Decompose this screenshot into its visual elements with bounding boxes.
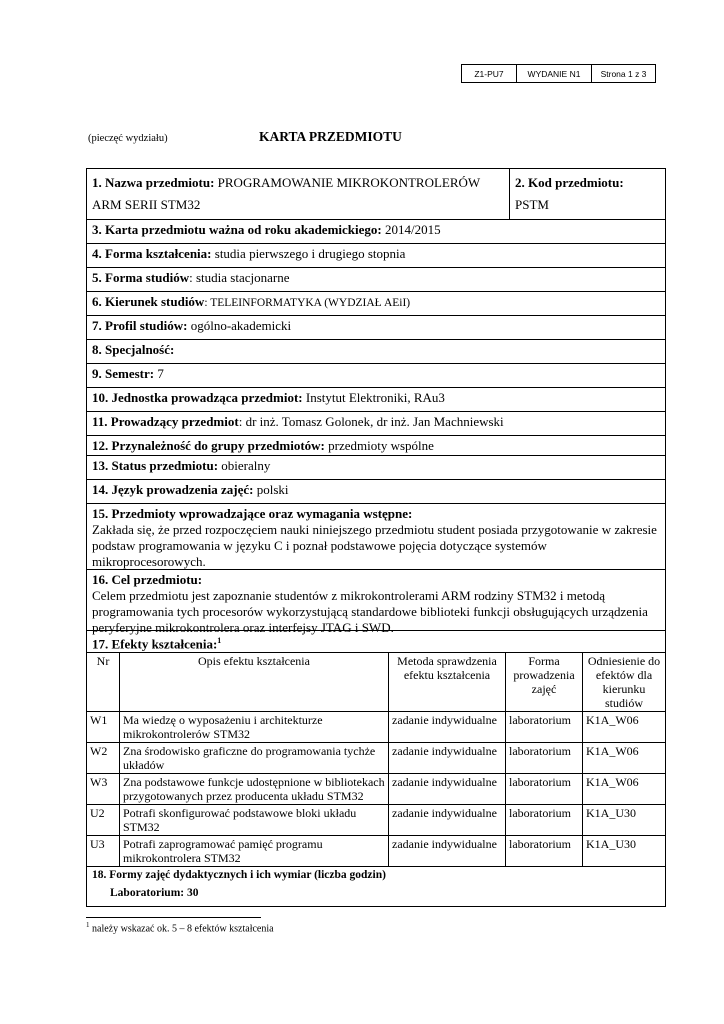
course-code-cell bbox=[510, 169, 665, 219]
outcome-form: laboratorium bbox=[506, 836, 583, 867]
outcome-method: zadanie indywidualne bbox=[389, 743, 506, 774]
field-12 bbox=[87, 435, 665, 455]
group-value: przedmioty wspólne bbox=[324, 438, 434, 453]
outcome-nr: W2 bbox=[87, 743, 120, 774]
footnote-marker: 1 bbox=[217, 636, 222, 645]
table-row bbox=[87, 743, 665, 774]
outcome-reference: K1A_W06 bbox=[583, 712, 666, 743]
education-form-label: 4. Forma kształcenia: bbox=[92, 246, 212, 261]
semester-label: 9. Semestr: bbox=[92, 366, 155, 381]
language-label: 14. Język prowadzenia zajęć: bbox=[92, 482, 254, 497]
table-row bbox=[87, 774, 665, 805]
field-10 bbox=[87, 387, 665, 411]
group-label: 12. Przynależność do grupy przedmiotów: bbox=[92, 438, 325, 453]
study-form-label: 5. Forma studiów bbox=[92, 270, 190, 285]
document-header-table bbox=[461, 64, 656, 83]
profile-label: 7. Profil studiów: bbox=[92, 318, 188, 333]
table-row bbox=[87, 805, 665, 836]
field-1-2 bbox=[87, 169, 665, 219]
field-18 bbox=[87, 866, 665, 906]
education-form-value: studia pierwszego i drugiego stopnia bbox=[211, 246, 406, 261]
prerequisites-label: 15. Przedmioty wprowadzające oraz wymagania wstępne: bbox=[92, 506, 413, 521]
instructor-value: : dr inż. Tomasz Golonek, dr inż. Jan Machniewski bbox=[238, 414, 504, 429]
outcome-form: laboratorium bbox=[506, 712, 583, 743]
unit-value: Instytut Elektroniki, RAu3 bbox=[302, 390, 445, 405]
outcome-form: laboratorium bbox=[506, 774, 583, 805]
table-row bbox=[87, 712, 665, 743]
learning-outcomes-table bbox=[87, 652, 665, 866]
outcome-form: laboratorium bbox=[506, 805, 583, 836]
course-card bbox=[86, 168, 666, 907]
field-14 bbox=[87, 479, 665, 503]
course-goal-label: 16. Cel przedmiotu: bbox=[92, 572, 203, 587]
course-code-label: 2. Kod przedmiotu: bbox=[515, 175, 624, 190]
footnote-number: 1 bbox=[86, 921, 90, 929]
field-6 bbox=[87, 291, 665, 315]
field-16 bbox=[87, 569, 665, 635]
col-header-method: Metoda sprawdzenia efektu kształcenia bbox=[389, 653, 506, 712]
field-of-study-value: : TELEINFORMATYKA (WYDZIAŁ AEiI) bbox=[204, 297, 411, 309]
table-header-row bbox=[87, 653, 665, 712]
status-label: 13. Status przedmiotu: bbox=[92, 458, 219, 473]
outcome-form: laboratorium bbox=[506, 743, 583, 774]
faculty-stamp: (pieczęć wydziału) bbox=[88, 133, 168, 144]
outcome-method: zadanie indywidualne bbox=[389, 805, 506, 836]
outcome-nr: W1 bbox=[87, 712, 120, 743]
prerequisites-value: Zakłada się, że przed rozpoczęciem nauki niniejszego przedmiotu student posiada przygotowanie w zakresie podstaw programowania w języku C i poznał podstawowe pojęcia dotyczące systemów mikroprocesorowych. bbox=[92, 522, 657, 569]
field-9 bbox=[87, 363, 665, 387]
footnote bbox=[86, 921, 274, 934]
outcome-nr: U3 bbox=[87, 836, 120, 867]
course-code-value: PSTM bbox=[515, 197, 549, 212]
field-4 bbox=[87, 243, 665, 267]
col-header-description: Opis efektu kształcenia bbox=[120, 653, 389, 712]
semester-value: 7 bbox=[154, 366, 164, 381]
status-value: obieralny bbox=[218, 458, 271, 473]
outcome-description: Ma wiedzę o wyposażeniu i architekturze mikrokontrolerów STM32 bbox=[120, 712, 389, 743]
course-name-value-2: ARM SERII STM32 bbox=[92, 197, 201, 212]
profile-value: ogólno-akademicki bbox=[187, 318, 292, 333]
outcome-description: Zna podstawowe funkcje udostępnione w bibliotekach przygotowanych przez producenta układu STM32 bbox=[120, 774, 389, 805]
instructor-label: 11. Prowadzący przedmiot bbox=[92, 414, 239, 429]
outcome-method: zadanie indywidualne bbox=[389, 712, 506, 743]
class-forms-value: Laboratorium: 30 bbox=[110, 887, 199, 899]
outcome-reference: K1A_U30 bbox=[583, 836, 666, 867]
specialty-label: 8. Specjalność: bbox=[92, 342, 175, 357]
study-form-value: : studia stacjonarne bbox=[189, 270, 290, 285]
field-8 bbox=[87, 339, 665, 363]
outcome-reference: K1A_U30 bbox=[583, 805, 666, 836]
table-row bbox=[87, 836, 665, 867]
valid-year-label: 3. Karta przedmiotu ważna od roku akademickiego: bbox=[92, 222, 382, 237]
doc-code: Z1-PU7 bbox=[462, 65, 517, 83]
field-13 bbox=[87, 455, 665, 479]
language-value: polski bbox=[253, 482, 289, 497]
outcome-method: zadanie indywidualne bbox=[389, 836, 506, 867]
class-forms-label: 18. Formy zajęć dydaktycznych i ich wymiar (liczba godzin) bbox=[92, 869, 386, 881]
col-header-nr: Nr bbox=[87, 653, 120, 712]
outcome-nr: U2 bbox=[87, 805, 120, 836]
course-goal-value: Celem przedmiotu jest zapoznanie studentów z mikrokontrolerami ARM rodziny STM32 i metodą programowania tych procesorów wykorzystującą standardowe biblioteki funkcji obsługujących urządzenia peryferyjne mikrokontrolera oraz interfejsy JTAG i SWD. bbox=[92, 588, 648, 635]
outcome-reference: K1A_W06 bbox=[583, 774, 666, 805]
field-of-study-label: 6. Kierunek studiów bbox=[92, 294, 205, 309]
field-5 bbox=[87, 267, 665, 291]
unit-label: 10. Jednostka prowadząca przedmiot: bbox=[92, 390, 303, 405]
outcome-description: Potrafi zaprogramować pamięć programu mikrokontrolera STM32 bbox=[120, 836, 389, 867]
outcome-nr: W3 bbox=[87, 774, 120, 805]
outcome-description: Potrafi skonfigurować podstawowe bloki układu STM32 bbox=[120, 805, 389, 836]
learning-outcomes-label: 17. Efekty kształcenia: bbox=[92, 636, 218, 652]
col-header-form: Forma prowadzenia zajęć bbox=[506, 653, 583, 712]
course-name-value: PROGRAMOWANIE MIKROKONTROLERÓW bbox=[214, 175, 481, 190]
col-header-reference: Odniesienie do efektów dla kierunku studiów bbox=[583, 653, 666, 712]
page-title: KARTA PRZEDMIOTU bbox=[259, 129, 402, 144]
footnote-text: należy wskazać ok. 5 – 8 efektów kształcenia bbox=[89, 923, 274, 935]
outcome-method: zadanie indywidualne bbox=[389, 774, 506, 805]
field-7 bbox=[87, 315, 665, 339]
field-3 bbox=[87, 219, 665, 243]
footnote-divider bbox=[86, 917, 261, 918]
doc-page: Strona 1 z 3 bbox=[592, 65, 656, 83]
outcome-reference: K1A_W06 bbox=[583, 743, 666, 774]
field-15 bbox=[87, 503, 665, 569]
course-name-label: 1. Nazwa przedmiotu: bbox=[92, 175, 215, 190]
valid-year-value: 2014/2015 bbox=[381, 222, 441, 237]
doc-edition: WYDANIE N1 bbox=[517, 65, 592, 83]
field-11 bbox=[87, 411, 665, 435]
course-name-cell bbox=[87, 169, 510, 219]
outcome-description: Zna środowisko graficzne do programowania tychże układów bbox=[120, 743, 389, 774]
